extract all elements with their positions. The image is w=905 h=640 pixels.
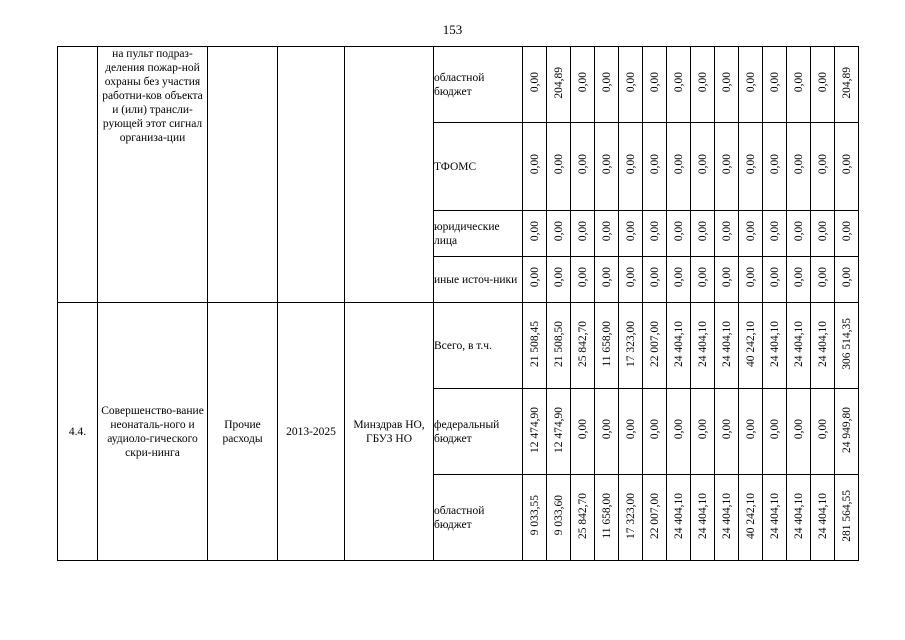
value-cell <box>739 303 763 389</box>
value-cell <box>811 303 835 389</box>
funding-source: юридические лица <box>434 211 523 257</box>
value-text: 0,00 <box>648 154 661 175</box>
value-cell <box>667 47 691 123</box>
value-text: 40 242,10 <box>744 492 757 539</box>
value-cell <box>595 211 619 257</box>
value-text: 9 033,60 <box>552 495 565 536</box>
value-cell <box>595 257 619 303</box>
value-cell <box>835 257 859 303</box>
value-text: 24 404,10 <box>816 492 829 539</box>
budget-table <box>57 46 859 561</box>
value-cell <box>571 211 595 257</box>
value-cell <box>691 211 715 257</box>
value-cell <box>571 257 595 303</box>
value-cell <box>763 211 787 257</box>
value-cell <box>739 257 763 303</box>
value-text: 24 404,10 <box>816 320 829 367</box>
value-cell <box>787 211 811 257</box>
expense-type-cell <box>208 47 278 303</box>
value-cell <box>835 47 859 123</box>
value-cell <box>619 389 643 475</box>
value-text: 0,00 <box>672 419 685 440</box>
value-text: 0,00 <box>768 221 781 242</box>
value-cell <box>667 211 691 257</box>
value-text: 0,00 <box>624 72 637 93</box>
value-text: 0,00 <box>600 72 613 93</box>
value-text: 0,00 <box>576 419 589 440</box>
value-cell <box>763 47 787 123</box>
table-row <box>58 47 859 123</box>
value-cell <box>739 389 763 475</box>
value-cell <box>523 475 547 561</box>
table-row <box>58 303 859 389</box>
value-cell <box>643 211 667 257</box>
value-text: 0,00 <box>672 154 685 175</box>
value-text: 0,00 <box>816 72 829 93</box>
value-cell <box>691 475 715 561</box>
value-text: 0,00 <box>840 154 853 175</box>
value-cell <box>763 475 787 561</box>
value-text: 0,00 <box>696 72 709 93</box>
value-text: 25 842,70 <box>576 492 589 539</box>
value-cell <box>811 47 835 123</box>
value-cell <box>643 123 667 211</box>
value-text: 0,00 <box>528 72 541 93</box>
value-text: 0,00 <box>624 154 637 175</box>
value-text: 24 404,10 <box>720 492 733 539</box>
funding-source: иные источ-ники <box>434 257 523 303</box>
value-cell <box>571 123 595 211</box>
value-cell <box>595 303 619 389</box>
value-text: 0,00 <box>720 154 733 175</box>
value-text: 0,00 <box>552 267 565 288</box>
value-cell <box>547 123 571 211</box>
value-text: 204,89 <box>552 66 565 99</box>
value-cell <box>715 47 739 123</box>
value-cell <box>787 475 811 561</box>
value-cell <box>763 389 787 475</box>
value-cell <box>547 475 571 561</box>
value-cell <box>787 257 811 303</box>
value-text: 0,00 <box>600 267 613 288</box>
period: 2013-2025 <box>278 303 345 561</box>
value-text: 0,00 <box>648 419 661 440</box>
value-cell <box>715 389 739 475</box>
value-text: 0,00 <box>840 221 853 242</box>
value-text: 0,00 <box>600 419 613 440</box>
value-cell <box>835 303 859 389</box>
value-cell <box>571 389 595 475</box>
value-text: 0,00 <box>840 267 853 288</box>
value-cell <box>547 389 571 475</box>
value-text: 24 404,10 <box>720 320 733 367</box>
value-text: 0,00 <box>648 72 661 93</box>
value-text: 0,00 <box>768 419 781 440</box>
value-text: 22 007,00 <box>648 320 661 367</box>
value-cell <box>667 257 691 303</box>
value-cell <box>739 211 763 257</box>
value-text: 24 404,10 <box>768 492 781 539</box>
value-text: 0,00 <box>768 72 781 93</box>
value-cell <box>691 47 715 123</box>
value-text: 17 323,00 <box>624 320 637 367</box>
value-text: 25 842,70 <box>576 320 589 367</box>
value-cell <box>787 47 811 123</box>
value-cell <box>667 389 691 475</box>
value-cell <box>691 257 715 303</box>
executor-cell <box>345 47 434 303</box>
value-cell <box>619 123 643 211</box>
value-cell <box>763 303 787 389</box>
value-text: 0,00 <box>744 154 757 175</box>
value-text: 0,00 <box>528 154 541 175</box>
value-text: 0,00 <box>720 72 733 93</box>
value-cell <box>787 303 811 389</box>
value-text: 0,00 <box>552 221 565 242</box>
value-cell <box>715 123 739 211</box>
value-text: 0,00 <box>672 267 685 288</box>
value-text: 0,00 <box>792 221 805 242</box>
value-text: 0,00 <box>816 154 829 175</box>
value-text: 0,00 <box>648 267 661 288</box>
value-text: 17 323,00 <box>624 492 637 539</box>
value-text: 0,00 <box>792 419 805 440</box>
value-text: 11 658,00 <box>600 320 613 367</box>
value-cell <box>523 303 547 389</box>
value-cell <box>715 211 739 257</box>
value-text: 306 514,35 <box>840 317 853 370</box>
value-cell <box>643 257 667 303</box>
value-text: 0,00 <box>552 154 565 175</box>
funding-source: ТФОМС <box>434 123 523 211</box>
value-cell <box>811 211 835 257</box>
value-cell <box>739 47 763 123</box>
value-text: 0,00 <box>696 419 709 440</box>
value-text: 0,00 <box>696 267 709 288</box>
value-text: 204,89 <box>840 66 853 99</box>
funding-source: федеральный бюджет <box>434 389 523 475</box>
value-cell <box>619 303 643 389</box>
value-cell <box>715 257 739 303</box>
value-cell <box>619 47 643 123</box>
value-cell <box>811 123 835 211</box>
value-cell <box>787 123 811 211</box>
item-number: 4.4. <box>58 303 98 561</box>
value-text: 0,00 <box>576 154 589 175</box>
value-text: 0,00 <box>792 154 805 175</box>
value-cell <box>523 211 547 257</box>
value-text: 0,00 <box>576 267 589 288</box>
value-cell <box>619 475 643 561</box>
value-text: 21 508,50 <box>552 320 565 367</box>
value-cell <box>619 211 643 257</box>
value-cell <box>595 475 619 561</box>
value-cell <box>571 303 595 389</box>
value-cell <box>619 257 643 303</box>
value-cell <box>691 123 715 211</box>
value-text: 0,00 <box>624 221 637 242</box>
funding-source: областной бюджет <box>434 47 523 123</box>
value-cell <box>835 123 859 211</box>
value-text: 24 404,10 <box>792 320 805 367</box>
value-cell <box>595 123 619 211</box>
value-text: 9 033,55 <box>528 495 541 536</box>
value-cell <box>643 47 667 123</box>
value-text: 24 404,10 <box>696 320 709 367</box>
value-cell <box>595 389 619 475</box>
value-cell <box>523 47 547 123</box>
value-text: 0,00 <box>744 267 757 288</box>
value-text: 24 404,10 <box>792 492 805 539</box>
value-text: 0,00 <box>624 267 637 288</box>
value-text: 281 564,55 <box>840 489 853 542</box>
value-text: 0,00 <box>792 267 805 288</box>
value-cell <box>739 123 763 211</box>
value-text: 0,00 <box>576 221 589 242</box>
value-cell <box>691 389 715 475</box>
value-cell <box>787 389 811 475</box>
value-cell <box>523 389 547 475</box>
value-text: 24 404,10 <box>672 320 685 367</box>
value-text: 0,00 <box>600 221 613 242</box>
item-name: Совершенство-вание неонаталь-ного и аудиоло-гического скри-нинга <box>98 303 208 561</box>
value-cell <box>811 257 835 303</box>
value-cell <box>523 257 547 303</box>
value-text: 12 474,90 <box>552 406 565 453</box>
value-text: 0,00 <box>816 419 829 440</box>
value-cell <box>715 303 739 389</box>
funding-source: областной бюджет <box>434 475 523 561</box>
value-text: 0,00 <box>816 267 829 288</box>
value-cell <box>643 475 667 561</box>
value-text: 0,00 <box>696 221 709 242</box>
value-cell <box>667 123 691 211</box>
value-cell <box>835 211 859 257</box>
value-text: 0,00 <box>720 267 733 288</box>
value-cell <box>571 47 595 123</box>
value-text: 0,00 <box>600 154 613 175</box>
item-number-cell <box>58 47 98 303</box>
value-text: 0,00 <box>528 267 541 288</box>
value-cell <box>547 303 571 389</box>
value-cell <box>523 123 547 211</box>
value-cell <box>547 211 571 257</box>
value-cell <box>835 475 859 561</box>
value-cell <box>691 303 715 389</box>
value-cell <box>763 257 787 303</box>
value-cell <box>667 303 691 389</box>
value-cell <box>571 475 595 561</box>
value-text: 0,00 <box>672 72 685 93</box>
value-cell <box>835 389 859 475</box>
value-text: 0,00 <box>624 419 637 440</box>
value-text: 0,00 <box>744 419 757 440</box>
funding-source: Всего, в т.ч. <box>434 303 523 389</box>
value-text: 24 404,10 <box>768 320 781 367</box>
value-text: 0,00 <box>576 72 589 93</box>
value-text: 0,00 <box>720 419 733 440</box>
value-text: 24 949,80 <box>840 406 853 453</box>
value-text: 0,00 <box>768 267 781 288</box>
value-text: 0,00 <box>648 221 661 242</box>
value-text: 0,00 <box>816 221 829 242</box>
value-cell <box>595 47 619 123</box>
item-name-continued: на пульт подраз-деления пожар-ной охраны без участия работни-ков объекта и (или) трансли-рующей этот сигнал организа-ции <box>98 47 208 303</box>
value-text: 0,00 <box>744 221 757 242</box>
period-cell <box>278 47 345 303</box>
value-cell <box>739 475 763 561</box>
value-cell <box>763 123 787 211</box>
value-text: 22 007,00 <box>648 492 661 539</box>
executor: Минздрав НО, ГБУЗ НО <box>345 303 434 561</box>
value-cell <box>667 475 691 561</box>
value-cell <box>811 475 835 561</box>
value-cell <box>643 303 667 389</box>
value-text: 21 508,45 <box>528 320 541 367</box>
value-text: 24 404,10 <box>672 492 685 539</box>
value-text: 0,00 <box>768 154 781 175</box>
value-text: 0,00 <box>696 154 709 175</box>
value-cell <box>547 257 571 303</box>
value-text: 0,00 <box>528 221 541 242</box>
value-text: 12 474,90 <box>528 406 541 453</box>
value-text: 0,00 <box>672 221 685 242</box>
value-text: 24 404,10 <box>696 492 709 539</box>
value-text: 11 658,00 <box>600 492 613 539</box>
page-number: 153 <box>442 22 463 37</box>
value-text: 0,00 <box>720 221 733 242</box>
value-cell <box>715 475 739 561</box>
value-cell <box>547 47 571 123</box>
expense-type: Прочие расходы <box>208 303 278 561</box>
value-text: 40 242,10 <box>744 320 757 367</box>
value-text: 0,00 <box>792 72 805 93</box>
value-cell <box>643 389 667 475</box>
value-text: 0,00 <box>744 72 757 93</box>
value-cell <box>811 389 835 475</box>
